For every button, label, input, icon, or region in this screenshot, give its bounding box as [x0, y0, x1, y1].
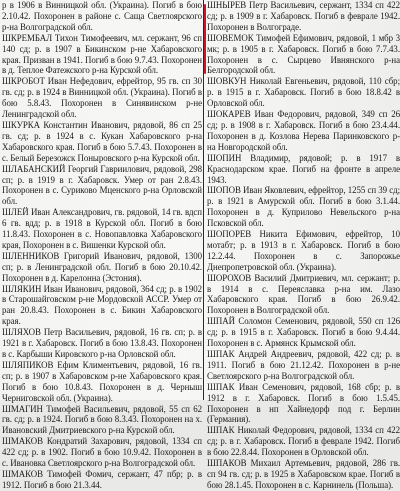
memorial-entry: ШМАКОВ Кондратий Захарович, рядовой, 1334 сп 422 сд; р. в 1902. Погиб в бою 10.9.42. Похоронен в с. Ивановка Светлоярского р-на Волгоградской обл.: [2, 436, 202, 469]
memorial-entry: ШНЫРЕВ Петр Васильевич, сержант, 1334 сп 422 сд; р. в 1909 в г. Хабаровск. Погиб в феврале 1942. Похоронен в Волгограде.: [207, 0, 400, 32]
memorial-entry: ШОПОВ Иван Яковлевич, ефрейтор, 1255 сп 39 сд; р. в 1921 в Амурской обл. Погиб в бою 3.1.44. Похоронен в д. Куприлово Невельского р-на Псковской обл.: [207, 185, 400, 229]
memorial-entry: ШОРОХОВ Василий Дмитриевич, мл. сержант; р. в 1914 в с. Переяславка р-на им. Лазо Хабаровского края. Погиб в бою 26.9.42. Похоронен в Волгоградской обл.: [207, 272, 400, 316]
red-highlight-mark: [204, 4, 206, 74]
memorial-entry: ШОКАРЕВ Иван Федорович, рядовой, 349 сп 26 сд; р. в 1908 в г. Хабаровск. Погиб в бою 23.4.44. Похоронен в д. Козлова Нерева Паринковского р-на Новгородской обл.: [207, 109, 400, 152]
memorial-entry: р в 1906 в Винницкой обл. (Украина). Погиб в бою 2.10.42. Похоронен в районе с. Саща Светлоярского р-на Волгоградской обл.: [2, 0, 202, 32]
left-column: [2, 0, 202, 490]
memorial-entry: ШОПИН Владимир, рядовой; р. в 1917 в Краснодарском крае. Погиб на фронте в апреле 1943.: [207, 152, 400, 185]
memorial-entry: ШОПОРЕВ Никита Ефимович, ефрейтор, 10 мотабт; р. в 1913 в г. Хабаровск. Погиб в бою 12.2.44. Похоронен в с. Запорожье Днепропетровской обл. (Украина).: [207, 229, 400, 272]
memorial-entry: ШПАК Иван Семенович, рядовой, 168 сбр; р. в 1912 в г. Хабаровск. Погиб в бою 1.5.45. Похоронен в нп Хайнедорф под г. Берлин (Германия).: [207, 381, 400, 425]
memorial-entry: ШПАКОВ Михаил Артемьевич, рядовой, 286 гв. сп 94 гв. сд; р. в 1925 в Хабаровском крае. Погиб в бою 28.1.45. Похоронен в с. Карнинель (Польша).: [207, 458, 400, 490]
memorial-entry: ШЛЯПИКОВ Ефим Климентьевич, рядовой, 16 гв. сп; р. в 1907 в Хабаровском р-не Хабаровского края. Погиб в бою 10.8.43. Похоронен в д. Черныш Черниговской обл. (Украина).: [2, 359, 202, 403]
memorial-entry: ШОВКУН Николай Евгеньевич, рядовой, 110 сбр; р. в 1915 в г. Хабаровск. Погиб в бою 18.8.42 в Орловской обл.: [207, 76, 400, 109]
memorial-entry: ШМАКОВ Тимофей Фомич, сержант, 47 пбр; р. в 1912. Погиб в бою 21.3.44.: [2, 468, 202, 490]
memorial-entry: ШЛЕЙ Иван Александрович, гв. рядовой, 14 гв. вдсп 6 гв. вдд; р. в 1918 в Курской обл. Погиб в бою 11.8.43. Похоронен в с. Новопавловка Хабаровского края, Похоронен в с. Вишенки Курской обл.: [2, 207, 202, 250]
memorial-entry: ШПАК Николай Федорович, рядовой, 1334 сп 422 сд; р. в г. Хабаровск. Погиб в феврале 1942. Погиб в бою 22.8.44. Похоронен в Орловской обл.: [207, 425, 400, 458]
memorial-entry: ШЛЕННИКОВ Григорий Иванович, рядовой, 1300 сп; р. в Ленинградской обл. Погиб в бою 20.10.42. Похоронен в д. Карелонна (Эстония).: [2, 250, 202, 283]
memorial-entry: ШПАК Андрей Андреевич, рядовой, 422 сд; р. в 1911. Погиб в бою 21.12.42. Похоронен в р-не Светлоярского р-на Волгоградской обл.: [207, 349, 400, 381]
memorial-entry: ШКУРКА Константин Иванович, рядовой, 86 сп 25 гв. сд; р. в 1924 в с. Кукан Хабаровского р-на Хабаровского края. Погиб в бою 5.7.43. Похоронен в с. Белый Березожск Поныровского р-на Курской обл.: [2, 119, 202, 163]
memorial-entry: ШКРОБОТ Иван Нефедович, ефрейтор, 95 гв. сп 30 гв. сд; р. в 1924 в Винницкой обл. (Украина). Погиб в бою 5.8.43. Похоронен в Синявинском р-не Ленинградской обл.: [2, 76, 202, 120]
memorial-entry: ШПАЙ Соломон Семенович, рядовой, 550 сп 126 сд; р. в 1915 в г. Хабаровск. Погиб в бою 9.4.44. Похоронен в с. Армянск Крымской обл.: [207, 316, 400, 349]
memorial-entry: ШКРЕМБАЛ Тихон Тимофеевич, мл. сержант, 96 сп 140 сд; р. в 1907 в Бикинском р-не Хабаровского края. Призван в 1941. Погиб в бою 9.7.43. Похоронен в д. Теплое Фатежского р-на Курской обл.: [2, 32, 202, 76]
memorial-entry: ШМАГИН Тимофей Васильевич, рядовой, 55 сп 62 гв. сд; р. в 1924. Погиб в бою 8.3.43. Похоронен на х. Ивановский Дмитриевского р-на Курской обл.: [2, 403, 202, 436]
memorial-entry: ШЛАБАНСКИЙ Георгий Гавриилович, рядовой, 298 сп; р. в 1919 в г. Хабаровск. Умер от ран 2.8.43. Похоронен в с. Суриково Мценского р-на Орловской обл.: [2, 163, 202, 207]
memorial-entry: ШЛЯХОВ Петр Васильевич, рядовой, 16 гв. сп; р. в 1921 в г. Хабаровск. Погиб в бою 13.8.43. Похоронен в с. Карбыши Кировского р-на Орловской обл.: [2, 327, 202, 359]
memorial-entry: ШЛЯКИН Иван Иванович, рядовой, 364 сд; р. в 1902 в Старошайговском р-не Мордовской АССР. Умер от ран 20.8.43. Похоронен в с. Бикин Хабаровского края.: [2, 283, 202, 327]
memorial-entry: ШОВЕМОК Тимофей Ефимович, рядовой, 1 мбр 3 мк; р. в 1905 в г. Хабаровск. Погиб в бою 7.7.43. Похоронен в с. Сырцево Ивнянского р-на Белгородской обл.: [207, 32, 400, 76]
right-column: [207, 0, 400, 490]
